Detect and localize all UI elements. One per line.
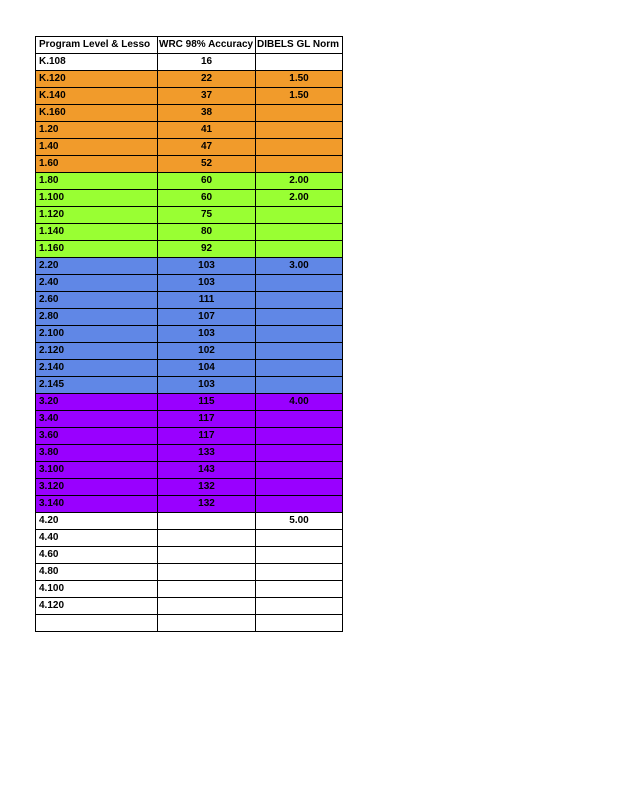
table-row — [36, 547, 343, 564]
cell-wrc-accuracy — [158, 615, 256, 632]
cell-dibels-norm — [256, 360, 343, 377]
reading-levels-table — [35, 36, 343, 632]
cell-wrc-accuracy: 38 — [158, 105, 256, 122]
cell-wrc-accuracy: 111 — [158, 292, 256, 309]
cell-dibels-norm — [256, 581, 343, 598]
cell-dibels-norm — [256, 292, 343, 309]
cell-wrc-accuracy: 92 — [158, 241, 256, 258]
cell-wrc-accuracy: 47 — [158, 139, 256, 156]
table-row — [36, 343, 343, 360]
cell-program-level: 2.145 — [36, 377, 158, 394]
cell-dibels-norm: 1.50 — [256, 88, 343, 105]
cell-wrc-accuracy: 75 — [158, 207, 256, 224]
cell-wrc-accuracy: 104 — [158, 360, 256, 377]
cell-wrc-accuracy: 103 — [158, 377, 256, 394]
table-row — [36, 479, 343, 496]
cell-program-level: 1.120 — [36, 207, 158, 224]
cell-program-level: 2.100 — [36, 326, 158, 343]
cell-wrc-accuracy: 103 — [158, 258, 256, 275]
table-row — [36, 411, 343, 428]
table-row — [36, 190, 343, 207]
cell-program-level: 2.40 — [36, 275, 158, 292]
cell-program-level: 3.100 — [36, 462, 158, 479]
cell-program-level: K.160 — [36, 105, 158, 122]
cell-program-level: 1.80 — [36, 173, 158, 190]
cell-wrc-accuracy: 60 — [158, 190, 256, 207]
table-row — [36, 564, 343, 581]
table-row — [36, 122, 343, 139]
cell-program-level: 1.20 — [36, 122, 158, 139]
cell-program-level: 4.60 — [36, 547, 158, 564]
cell-wrc-accuracy: 37 — [158, 88, 256, 105]
table-row — [36, 598, 343, 615]
table-row — [36, 530, 343, 547]
header-program-level: Program Level & Lesso — [36, 37, 158, 54]
cell-wrc-accuracy: 102 — [158, 343, 256, 360]
table-row — [36, 292, 343, 309]
cell-dibels-norm — [256, 275, 343, 292]
cell-program-level: 3.20 — [36, 394, 158, 411]
table-row — [36, 309, 343, 326]
cell-program-level: 2.60 — [36, 292, 158, 309]
cell-program-level: 1.40 — [36, 139, 158, 156]
table-row — [36, 275, 343, 292]
cell-wrc-accuracy: 107 — [158, 309, 256, 326]
cell-wrc-accuracy: 41 — [158, 122, 256, 139]
header-row — [36, 37, 343, 54]
cell-wrc-accuracy — [158, 530, 256, 547]
table-row — [36, 156, 343, 173]
cell-dibels-norm — [256, 207, 343, 224]
table-row — [36, 71, 343, 88]
table-row — [36, 88, 343, 105]
cell-wrc-accuracy: 16 — [158, 54, 256, 71]
cell-program-level: 3.140 — [36, 496, 158, 513]
cell-program-level: 2.140 — [36, 360, 158, 377]
cell-program-level: 1.140 — [36, 224, 158, 241]
table-row — [36, 224, 343, 241]
cell-dibels-norm — [256, 462, 343, 479]
cell-dibels-norm — [256, 122, 343, 139]
table-row — [36, 241, 343, 258]
table-row — [36, 377, 343, 394]
cell-program-level: K.108 — [36, 54, 158, 71]
cell-program-level: 3.60 — [36, 428, 158, 445]
cell-program-level: 4.100 — [36, 581, 158, 598]
cell-program-level — [36, 615, 158, 632]
cell-wrc-accuracy: 132 — [158, 479, 256, 496]
cell-dibels-norm: 2.00 — [256, 173, 343, 190]
table-row — [36, 326, 343, 343]
cell-wrc-accuracy: 117 — [158, 411, 256, 428]
cell-dibels-norm — [256, 411, 343, 428]
header-wrc-accuracy: WRC 98% Accuracy — [158, 37, 256, 54]
cell-program-level: 2.120 — [36, 343, 158, 360]
cell-program-level: 4.80 — [36, 564, 158, 581]
cell-dibels-norm — [256, 530, 343, 547]
cell-program-level: 2.20 — [36, 258, 158, 275]
cell-program-level: 3.120 — [36, 479, 158, 496]
table-row — [36, 394, 343, 411]
cell-dibels-norm — [256, 309, 343, 326]
cell-wrc-accuracy: 133 — [158, 445, 256, 462]
table-row — [36, 105, 343, 122]
cell-dibels-norm — [256, 564, 343, 581]
cell-wrc-accuracy — [158, 581, 256, 598]
cell-dibels-norm — [256, 105, 343, 122]
cell-program-level: K.140 — [36, 88, 158, 105]
cell-dibels-norm — [256, 156, 343, 173]
table-row — [36, 496, 343, 513]
cell-wrc-accuracy: 115 — [158, 394, 256, 411]
cell-dibels-norm — [256, 224, 343, 241]
cell-program-level: 1.160 — [36, 241, 158, 258]
cell-wrc-accuracy: 103 — [158, 326, 256, 343]
table-row — [36, 615, 343, 632]
table-row — [36, 360, 343, 377]
cell-dibels-norm — [256, 445, 343, 462]
table-row — [36, 173, 343, 190]
table-row — [36, 258, 343, 275]
table-row — [36, 54, 343, 71]
cell-program-level: 4.40 — [36, 530, 158, 547]
cell-dibels-norm: 1.50 — [256, 71, 343, 88]
cell-dibels-norm — [256, 496, 343, 513]
cell-dibels-norm — [256, 598, 343, 615]
cell-dibels-norm — [256, 615, 343, 632]
cell-wrc-accuracy: 132 — [158, 496, 256, 513]
cell-program-level: 1.100 — [36, 190, 158, 207]
table-row — [36, 513, 343, 530]
cell-dibels-norm: 4.00 — [256, 394, 343, 411]
cell-dibels-norm — [256, 547, 343, 564]
table-row — [36, 428, 343, 445]
table-row — [36, 445, 343, 462]
cell-wrc-accuracy: 80 — [158, 224, 256, 241]
cell-dibels-norm — [256, 428, 343, 445]
cell-program-level: 2.80 — [36, 309, 158, 326]
cell-dibels-norm — [256, 326, 343, 343]
table-row — [36, 139, 343, 156]
cell-program-level: 3.40 — [36, 411, 158, 428]
cell-dibels-norm: 5.00 — [256, 513, 343, 530]
cell-wrc-accuracy: 60 — [158, 173, 256, 190]
cell-dibels-norm — [256, 54, 343, 71]
header-dibels-norm: DIBELS GL Norm — [256, 37, 343, 54]
cell-program-level: 4.20 — [36, 513, 158, 530]
table-body — [36, 54, 343, 632]
cell-wrc-accuracy: 143 — [158, 462, 256, 479]
cell-program-level: K.120 — [36, 71, 158, 88]
cell-wrc-accuracy: 117 — [158, 428, 256, 445]
table-row — [36, 462, 343, 479]
cell-dibels-norm — [256, 479, 343, 496]
cell-program-level: 1.60 — [36, 156, 158, 173]
table-row — [36, 207, 343, 224]
cell-dibels-norm — [256, 139, 343, 156]
cell-wrc-accuracy: 52 — [158, 156, 256, 173]
cell-dibels-norm — [256, 377, 343, 394]
table-row — [36, 581, 343, 598]
cell-dibels-norm: 3.00 — [256, 258, 343, 275]
cell-wrc-accuracy — [158, 547, 256, 564]
cell-dibels-norm — [256, 241, 343, 258]
cell-dibels-norm — [256, 343, 343, 360]
cell-wrc-accuracy — [158, 564, 256, 581]
cell-program-level: 3.80 — [36, 445, 158, 462]
cell-program-level: 4.120 — [36, 598, 158, 615]
cell-wrc-accuracy: 22 — [158, 71, 256, 88]
cell-wrc-accuracy — [158, 513, 256, 530]
cell-wrc-accuracy — [158, 598, 256, 615]
cell-dibels-norm: 2.00 — [256, 190, 343, 207]
cell-wrc-accuracy: 103 — [158, 275, 256, 292]
